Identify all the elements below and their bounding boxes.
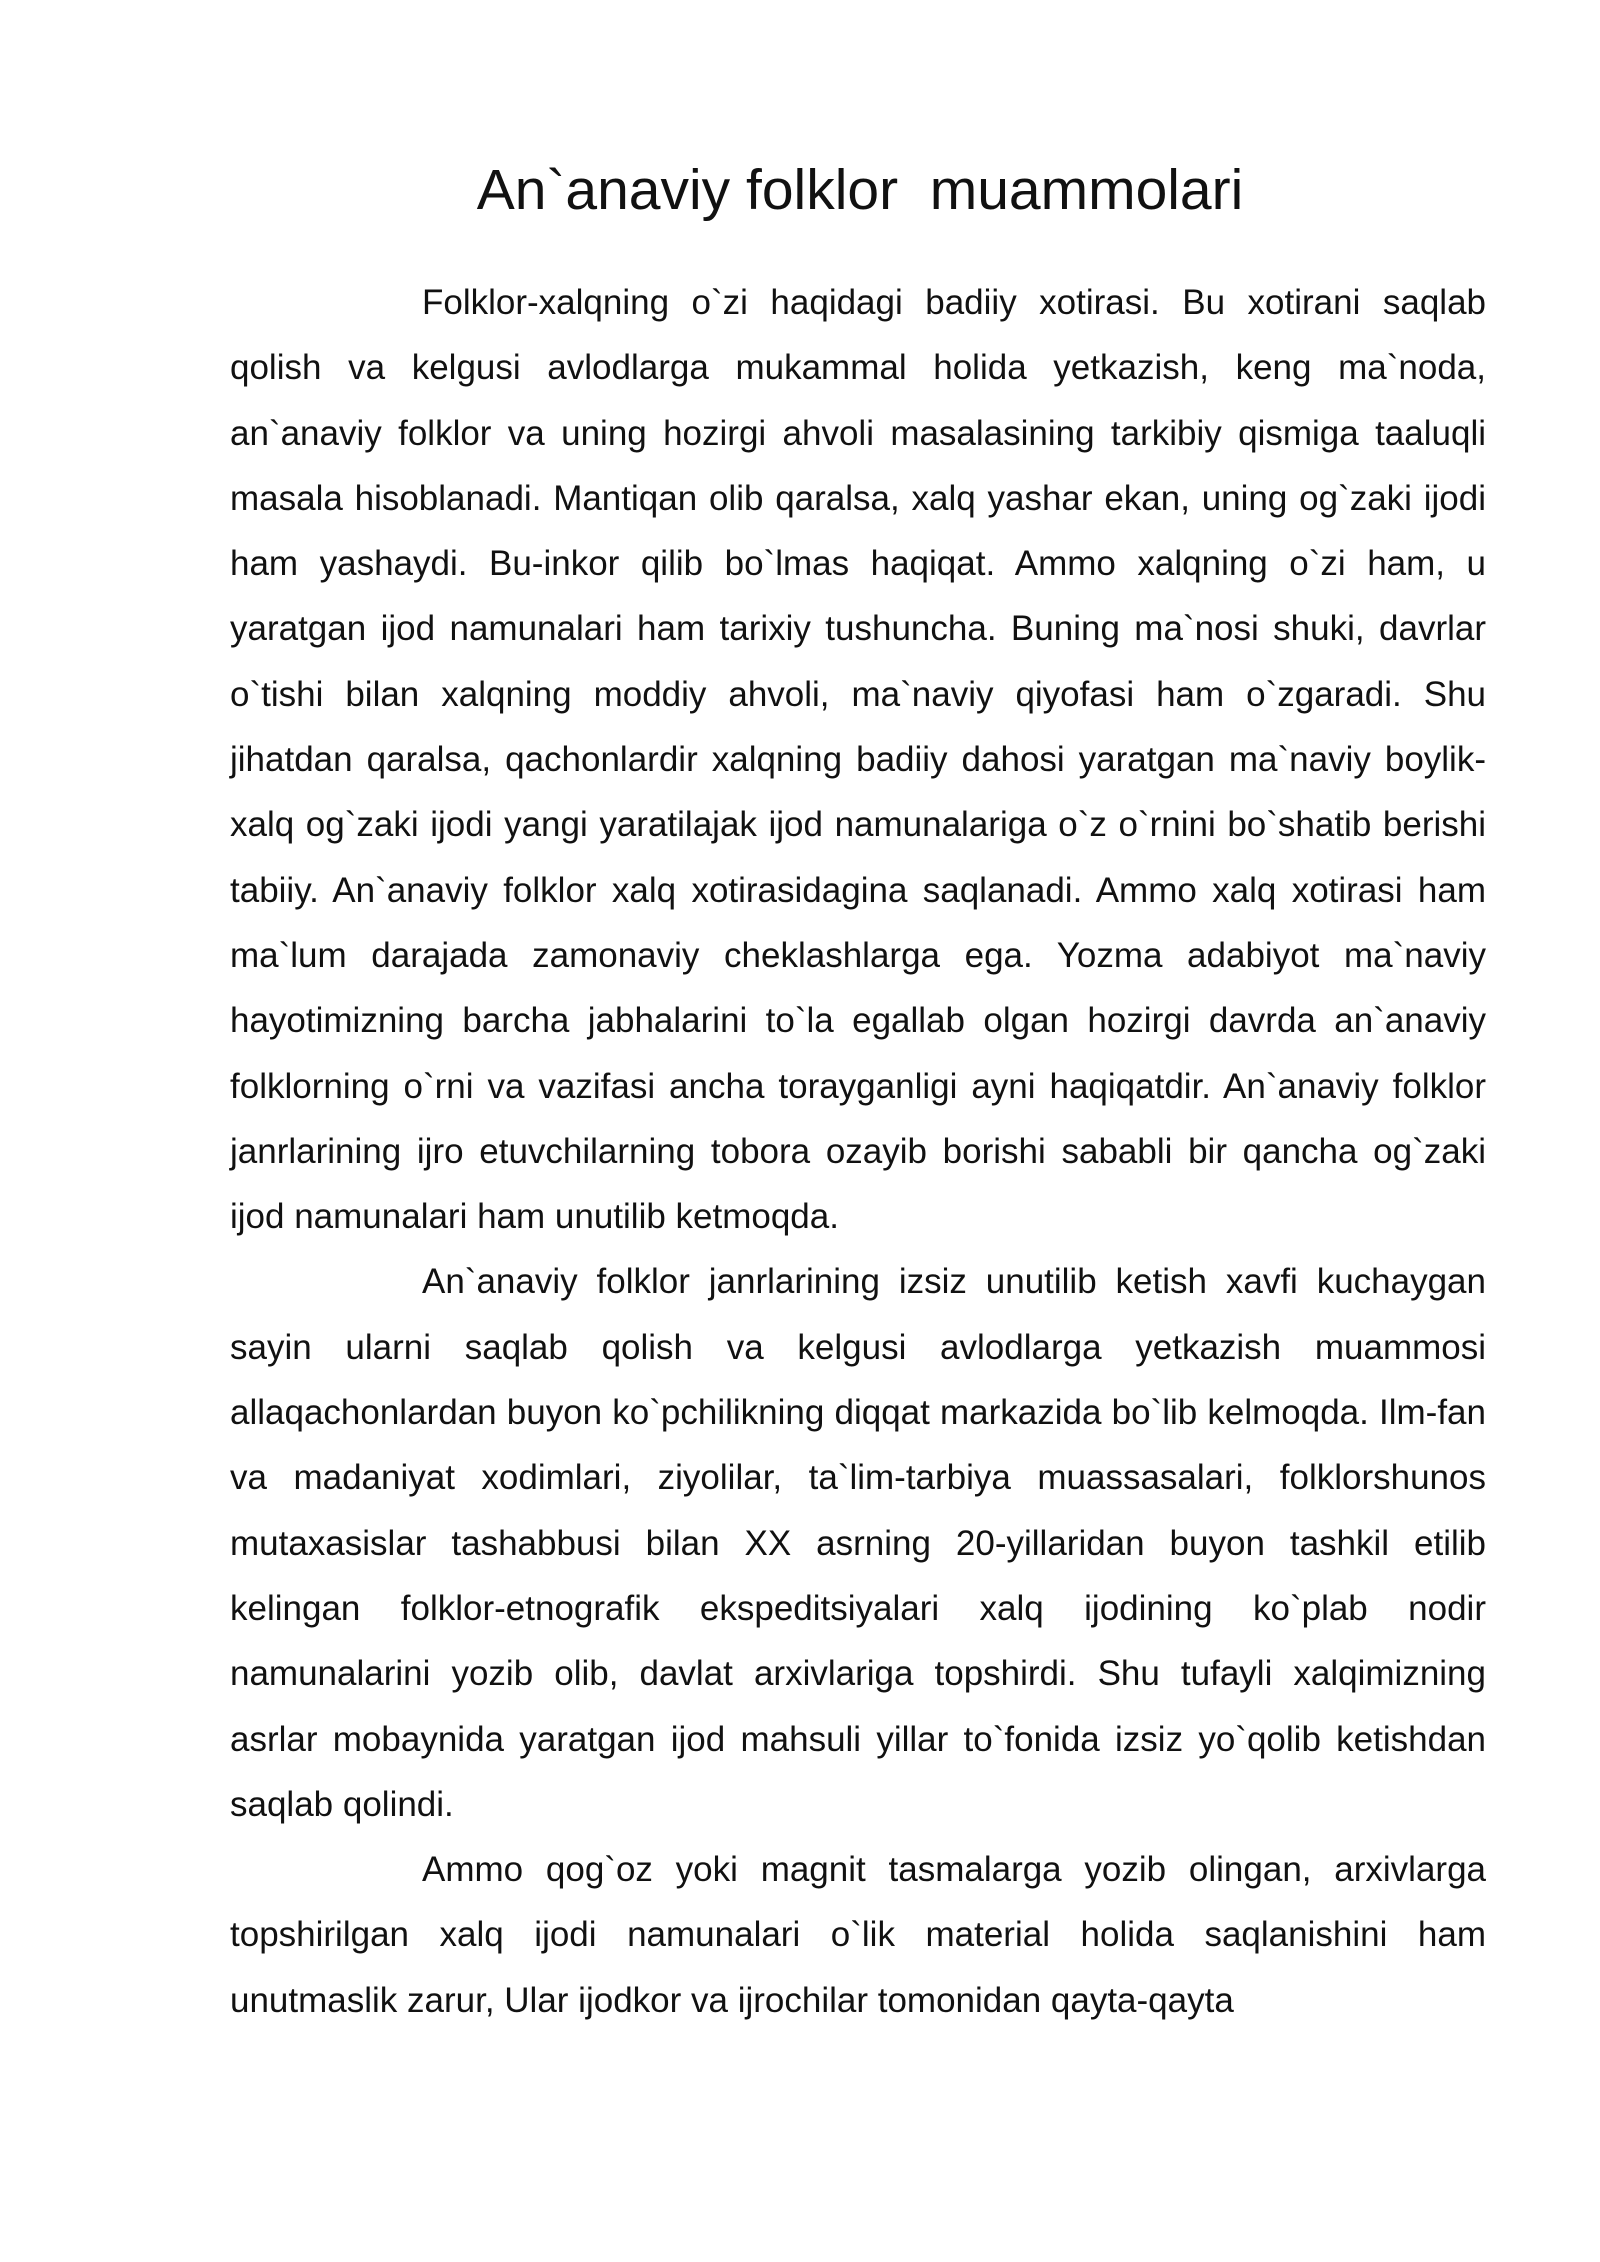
paragraph-2: An`anaviy folklor janrlarining izsiz unutilib ketish xavfi kuchaygan sayin ularni saqlab qolish va kelgusi avlodlarga yetkazish muammosi allaqachonlardan buyon ko`pchilikning diqqat markazida bo`lib kelmoqda. Ilm-fan va madaniyat xodimlari, ziyolilar, ta`lim-tarbiya muassasalari, folklorshunos mutaxasislar tashabbusi bilan XX asrning 20-yillaridan buyon tashkil etilib kelingan folklor-etnografik ekspeditsiyalari xalq ijodining ko`plab nodir namunalarini yozib olib, davlat arxivlariga topshirdi. Shu tufayli xalqimizning asrlar mobaynida yaratgan ijod mahsuli yillar to`fonida izsiz yo`qolib ketishdan saqlab qolindi. xyxy=(230,1262,1486,1824)
document-body xyxy=(230,270,1486,2033)
paragraph-1: Folklor-xalqning o`zi haqidagi badiiy xotirasi. Bu xotirani saqlab qolish va kelgusi avlodlarga mukammal holida yetkazish, keng ma`noda, an`anaviy folklor va uning hozirgi ahvoli masalasining tarkibiy qismiga taaluqli masala hisoblanadi. Mantiqan olib qaralsa, xalq yashar ekan, uning og`zaki ijodi ham yashaydi. Bu-inkor qilib bo`lmas haqiqat. Ammo xalqning o`zi ham, u yaratgan ijod namunalari ham tarixiy tushuncha. Buning ma`nosi shuki, davrlar o`tishi bilan xalqning moddiy ahvoli, ma`naviy qiyofasi ham o`zgaradi. Shu jihatdan qaralsa, qachonlardir xalqning badiiy dahosi yaratgan ma`naviy boylik-xalq og`zaki ijodi yangi yaratilajak ijod namunalariga o`z o`rnini bo`shatib berishi tabiiy. An`anaviy folklor xalq xotirasidagina saqlanadi. Ammo xalq xotirasi ham ma`lum darajada zamonaviy cheklashlarga ega. Yozma adabiyot ma`naviy hayotimizning barcha jabhalarini to`la egallab olgan hozirgi davrda an`anaviy folklorning o`rni va vazifasi ancha torayganligi ayni haqiqatdir. An`anaviy folklor janrlarining ijro etuvchilarning tobora ozayib borishi sababli bir qancha og`zaki ijod namunalari ham unutilib ketmoqda. xyxy=(230,283,1486,1237)
paragraph-3: Ammo qog`oz yoki magnit tasmalarga yozib olingan, arxivlarga topshirilgan xalq ijodi namunalari o`lik material holida saqlanishini ham unutmaslik zarur, Ular ijodkor va ijrochilar tomonidan qayta-qayta xyxy=(230,1850,1486,2020)
page-title: An`anaviy folklor muammolari xyxy=(476,158,1244,222)
